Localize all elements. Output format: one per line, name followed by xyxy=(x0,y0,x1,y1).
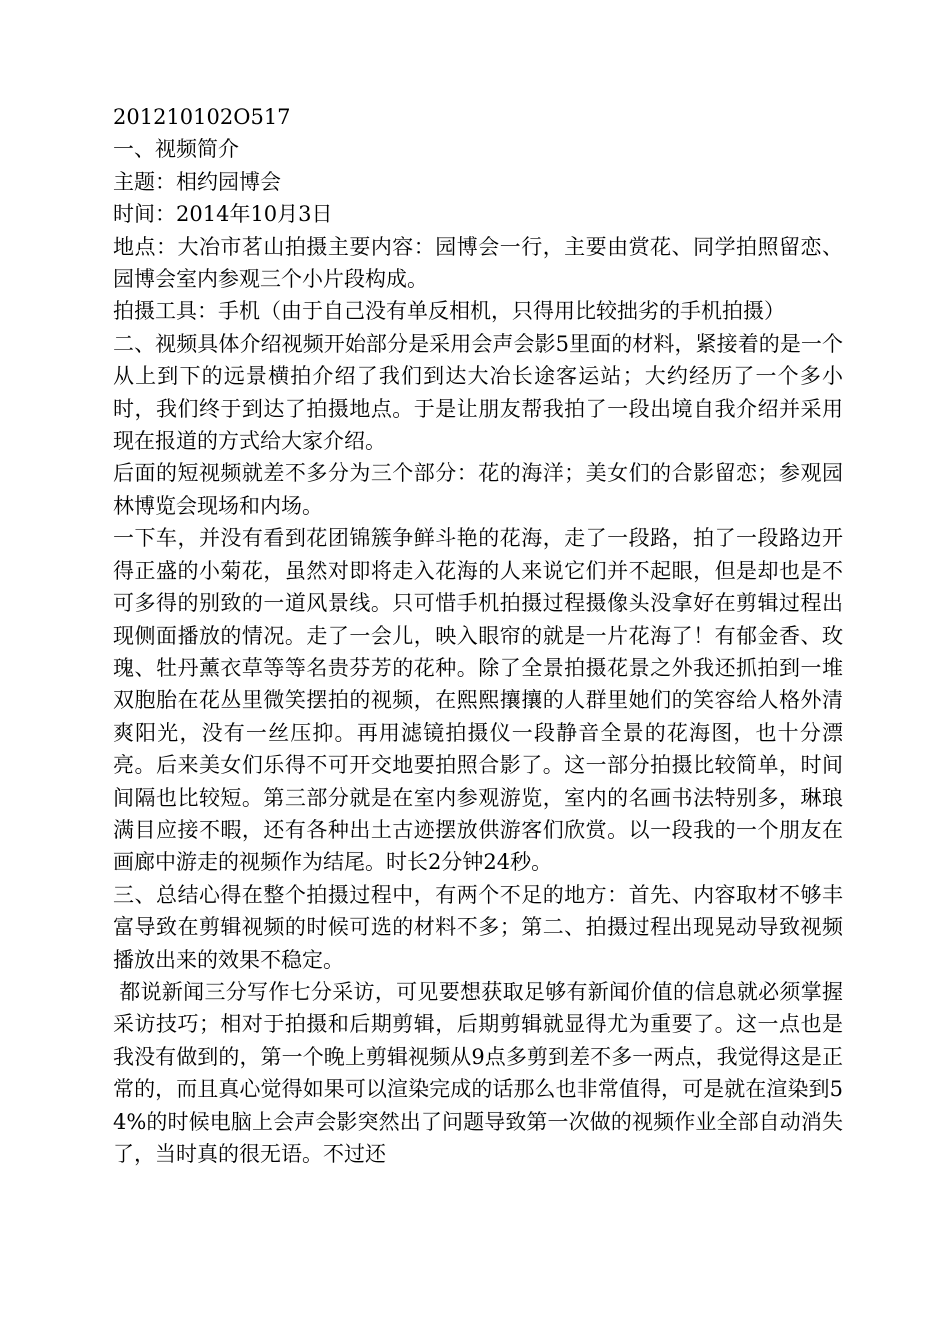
document-id-line: 201210102O517 xyxy=(113,105,291,129)
tools-line: 拍摄工具：手机（由于自己没有单反相机，只得用比较拙劣的手机拍摄） xyxy=(113,299,785,324)
document-body xyxy=(113,101,843,1170)
summary-paragraph: 三、总结心得在整个拍摄过程中，有两个不足的地方：首先、内容取材不够丰富导致在剪辑视频的时候可选的材料不多；第二、拍摄过程出现晃动导致视频播放出来的效果不稳定。 xyxy=(113,882,843,972)
time-line: 时间：2014年10月3日 xyxy=(113,202,333,227)
section-heading-intro: 一、视频简介 xyxy=(113,137,239,162)
theme-line: 主题：相约园博会 xyxy=(113,169,281,194)
detail-paragraph: 一下车，并没有看到花团锦簇争鲜斗艳的花海，走了一段路，拍了一段路边开得正盛的小菊花，虽然对即将走入花海的人来说它们并不起眼，但是却也是不可多得的别致的一道风景线。只可惜手机拍摄过程摄像头没拿好在剪辑过程出现侧面播放的情况。走了一会儿，映入眼帘的就是一片花海了！有郁金香、玫瑰、牡丹薰衣草等等名贵芬芳的花种。除了全景拍摄花景之外我还抓拍到一堆双胞胎在花丛里微笑摆拍的视频，在熙熙攘攘的人群里她们的笑容给人格外清爽阳光，没有一丝压抑。再用滤镜拍摄仪一段静音全景的花海图，也十分漂亮。后来美女们乐得不可开交地要拍照合影了。这一部分拍摄比较简单，时间间隔也比较短。第三部分就是在室内参观游览，室内的名画书法特别多，琳琅满目应接不暇，还有各种出土古迹摆放供游客们欣赏。以一段我的一个朋友在画廊中游走的视频作为结尾。时长2分钟24秒。 xyxy=(113,526,843,875)
section-detail-paragraph: 二、视频具体介绍视频开始部分是采用会声会影5里面的材料，紧接着的是一个从上到下的远景横拍介绍了我们到达大冶长途客运站；大约经历了一个多小时，我们终于到达了拍摄地点。于是让朋友帮我拍了一段出境自我介绍并采用现在报道的方式给大家介绍。 xyxy=(113,331,843,454)
parts-paragraph: 后面的短视频就差不多分为三个部分：花的海洋；美女们的合影留恋；参观园林博览会现场和内场。 xyxy=(113,461,843,518)
reflection-paragraph: 都说新闻三分写作七分采访，可见要想获取足够有新闻价值的信息就必须掌握采访技巧；相对于拍摄和后期剪辑，后期剪辑就显得尤为重要了。这一点也是我没有做到的，第一个晚上剪辑视频从9点多剪到差不多一两点，我觉得这是正常的，而且真心觉得如果可以渲染完成的话那么也非常值得，可是就在渲染到54%的时候电脑上会声会影突然出了问题导致第一次做的视频作业全部自动消失了，当时真的很无语。不过还 xyxy=(113,979,843,1166)
location-line: 地点：大冶市茗山拍摄主要内容：园博会一行，主要由赏花、同学拍照留恋、园博会室内参观三个小片段构成。 xyxy=(113,234,843,292)
